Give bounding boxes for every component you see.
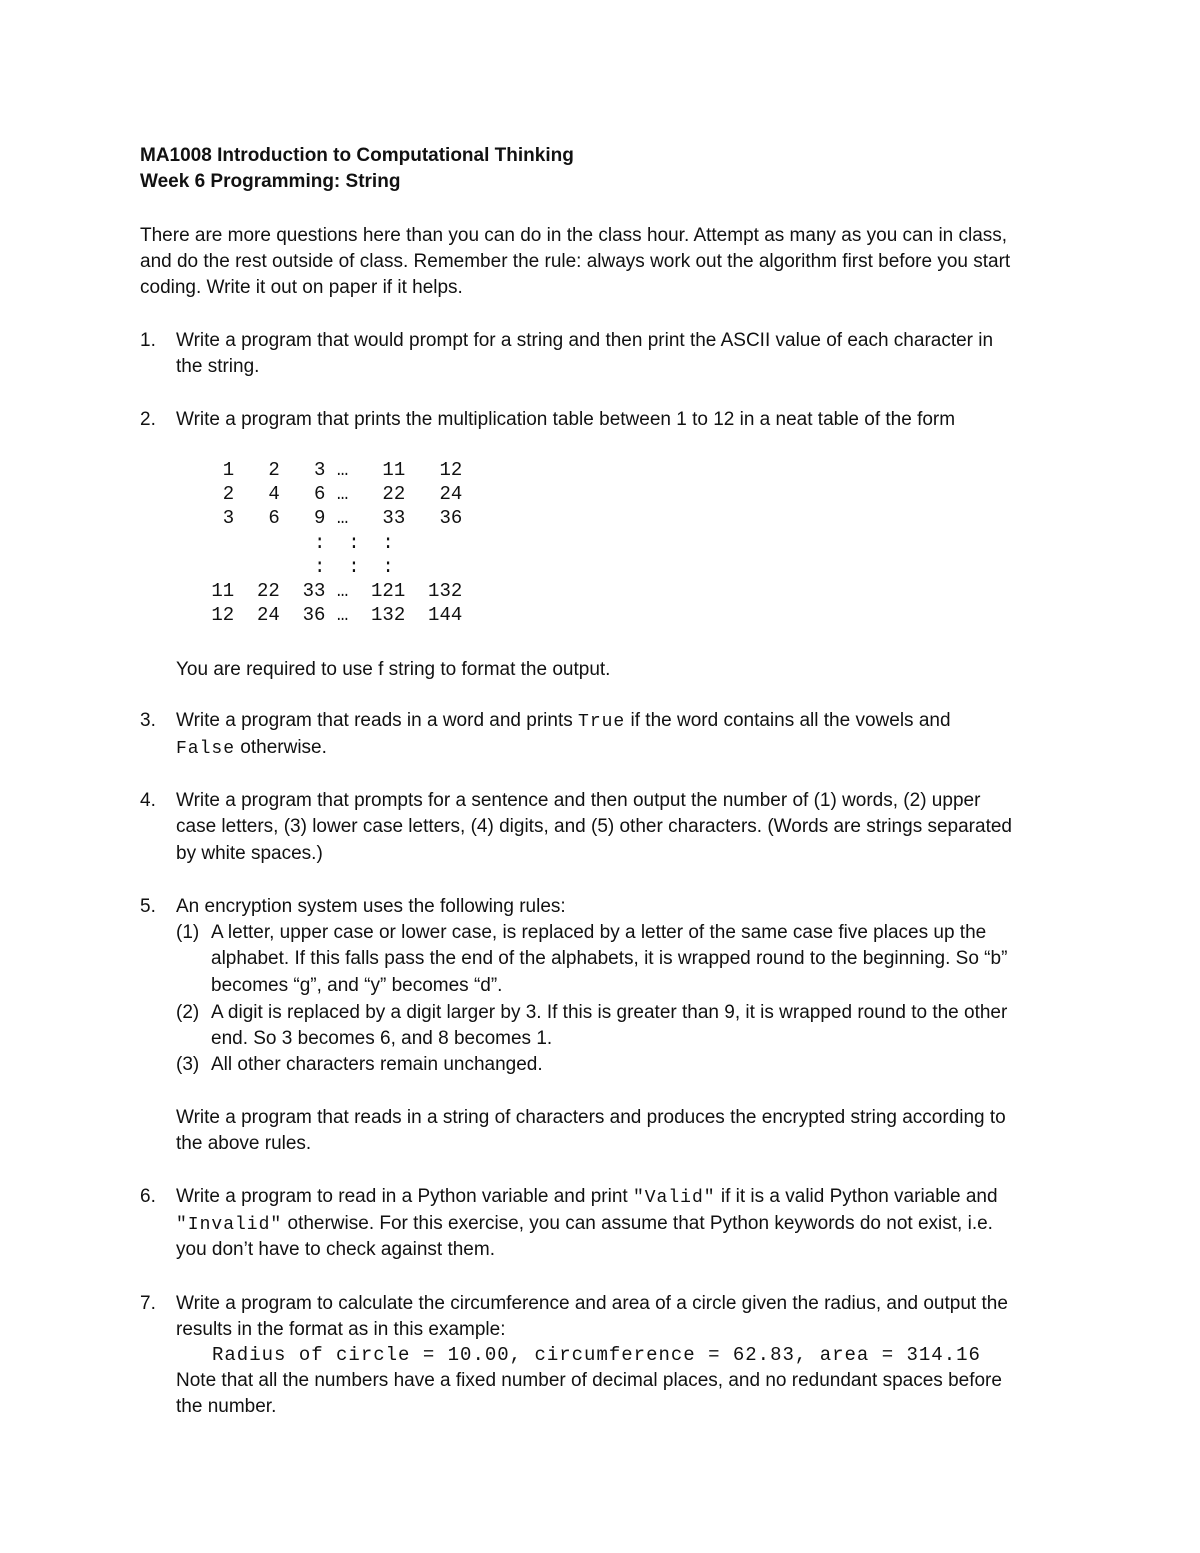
question-text: the string.: [176, 356, 260, 377]
rule-text: becomes “g”, and “y” becomes “d”.: [211, 975, 503, 996]
rule-label: (2): [176, 1002, 200, 1023]
question-text: case letters, (3) lower case letters, (4) digits, and (5) other characters. (Words are strings separated: [176, 816, 1012, 837]
question-number: 3.: [140, 710, 156, 731]
table-row: 1 2 3 … 11 12: [200, 459, 463, 481]
table-row: : : :: [200, 532, 394, 554]
table-row: 11 22 33 … 121 132: [200, 580, 463, 602]
question-number: 4.: [140, 790, 156, 811]
page-title: MA1008 Introduction to Computational Thinking: [140, 145, 574, 166]
table-row: 12 24 36 … 132 144: [200, 604, 463, 626]
question-note: the number.: [176, 1396, 277, 1417]
question-number: 7.: [140, 1293, 156, 1314]
question-note: You are required to use f string to format the output.: [176, 659, 611, 680]
question-text: results in the format as in this example:: [176, 1319, 506, 1340]
question-text: Write a program that prints the multiplication table between 1 to 12 in a neat table of the form: [176, 409, 956, 430]
question-text: Write a program that would prompt for a string and then print the ASCII value of each character in: [176, 330, 994, 351]
example-output: Radius of circle = 10.00, circumference = 62.83, area = 314.16: [212, 1344, 981, 1366]
question-note: Note that all the numbers have a fixed number of decimal places, and no redundant spaces before: [176, 1370, 1002, 1391]
table-row: 3 6 9 … 33 36: [200, 507, 463, 529]
question-text: you don’t have to check against them.: [176, 1239, 495, 1260]
table-row: : : :: [200, 556, 394, 578]
question-text: Write a program that prompts for a sentence and then output the number of (1) words, (2) upper: [176, 790, 981, 811]
code-valid: "Valid": [632, 1188, 716, 1208]
rule-text: end. So 3 becomes 6, and 8 becomes 1.: [211, 1028, 553, 1049]
question-number: 6.: [140, 1186, 156, 1207]
question-text: by white spaces.): [176, 843, 323, 864]
question-text: Write a program that reads in a word and prints True if the word contains all the vowels and: [176, 710, 951, 732]
code-true: True: [578, 712, 626, 732]
rule-text: alphabet. If this falls pass the end of the alphabets, it is wrapped round to the beginning. So “b”: [211, 948, 1008, 969]
rule-label: (1): [176, 922, 200, 943]
question-number: 2.: [140, 409, 156, 430]
question-number: 5.: [140, 896, 156, 917]
page-subtitle: Week 6 Programming: String: [140, 171, 401, 192]
intro-line: There are more questions here than you can do in the class hour. Attempt as many as you can in class,: [140, 225, 1008, 246]
question-text: An encryption system uses the following rules:: [176, 896, 566, 917]
question-text: the above rules.: [176, 1133, 312, 1154]
question-text: Write a program to read in a Python variable and print "Valid" if it is a valid Python variable and: [176, 1186, 998, 1208]
rule-text: A digit is replaced by a digit larger by 3. If this is greater than 9, it is wrapped round to the other: [211, 1002, 1008, 1023]
question-text: False otherwise.: [176, 737, 327, 759]
question-text: Write a program that reads in a string of characters and produces the encrypted string according to: [176, 1107, 1006, 1128]
question-text: "Invalid" otherwise. For this exercise, you can assume that Python keywords do not exist, i.e.: [176, 1213, 993, 1235]
table-row: 2 4 6 … 22 24: [200, 483, 463, 505]
code-invalid: "Invalid": [176, 1215, 283, 1235]
rule-text: All other characters remain unchanged.: [211, 1054, 543, 1075]
rule-text: A letter, upper case or lower case, is replaced by a letter of the same case five places up the: [211, 922, 987, 943]
question-text: Write a program to calculate the circumference and area of a circle given the radius, and output the: [176, 1293, 1008, 1314]
rule-label: (3): [176, 1054, 200, 1075]
question-number: 1.: [140, 330, 156, 351]
intro-line: coding. Write it out on paper if it helps.: [140, 277, 463, 298]
intro-line: and do the rest outside of class. Remember the rule: always work out the algorithm first before you start: [140, 251, 1011, 272]
code-false: False: [176, 739, 236, 759]
